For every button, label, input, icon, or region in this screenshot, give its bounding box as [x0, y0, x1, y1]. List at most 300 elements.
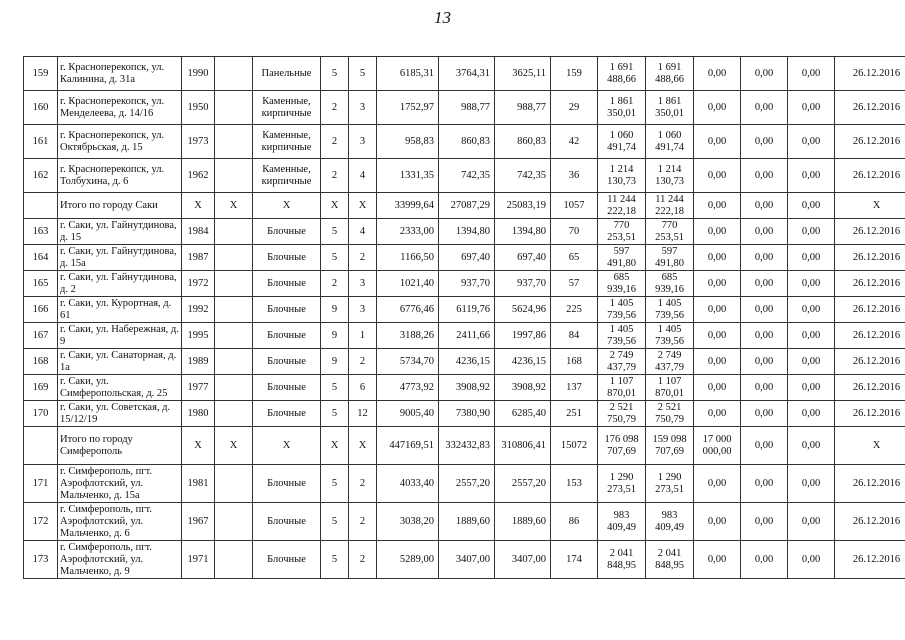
completion-date-cell: 26.12.2016	[835, 219, 905, 245]
residents-cell: 70	[551, 219, 598, 245]
address-cell: г. Красноперекопск, ул. Толбухина, д. 6	[58, 159, 182, 193]
floors-cell: 9	[321, 349, 349, 375]
residential-area-cell: 2557,20	[495, 465, 551, 503]
blank-cell	[215, 297, 253, 323]
completion-date-cell: X	[835, 427, 905, 465]
address-cell: г. Саки, ул. Гайнутдинова, д. 15	[58, 219, 182, 245]
completion-date-cell: 26.12.2016	[835, 323, 905, 349]
entrances-cell: 2	[349, 503, 377, 541]
floors-cell: 5	[321, 57, 349, 91]
budget-cell-1: 0,00	[694, 323, 741, 349]
residents-cell: 57	[551, 271, 598, 297]
floors-cell: X	[321, 427, 349, 465]
total-label-cell: Итого по городу Симферополь	[58, 427, 182, 465]
floors-cell: X	[321, 193, 349, 219]
address-cell: г. Красноперекопск, ул. Менделеева, д. 14/16	[58, 91, 182, 125]
completion-date-cell: 26.12.2016	[835, 541, 905, 579]
year-cell: 1989	[182, 349, 215, 375]
year-cell: 1992	[182, 297, 215, 323]
budget-cell-3: 0,00	[788, 125, 835, 159]
year-cell: X	[182, 427, 215, 465]
residential-area-cell: 1997,86	[495, 323, 551, 349]
table-row	[24, 159, 905, 193]
budget-cell-1: 0,00	[694, 219, 741, 245]
residential-area-cell: 937,70	[495, 271, 551, 297]
residents-cell: 251	[551, 401, 598, 427]
wall-material-cell: Блочные	[253, 465, 321, 503]
entrances-cell: 1	[349, 323, 377, 349]
floors-cell: 5	[321, 465, 349, 503]
total-area-cell: 5289,00	[377, 541, 439, 579]
table-row	[24, 297, 905, 323]
table-row	[24, 503, 905, 541]
budget-cell-1: 0,00	[694, 91, 741, 125]
total-row	[24, 427, 905, 465]
wall-material-cell: Блочные	[253, 323, 321, 349]
budget-cell-2: 0,00	[741, 193, 788, 219]
row-number-cell: 169	[24, 375, 58, 401]
fund-cost-cell: 1 405 739,56	[646, 323, 694, 349]
repair-cost-cell: 1 405 739,56	[598, 323, 646, 349]
completion-date-cell: 26.12.2016	[835, 245, 905, 271]
row-number-cell: 165	[24, 271, 58, 297]
blank-cell: X	[215, 193, 253, 219]
fund-cost-cell: 1 060 491,74	[646, 125, 694, 159]
premises-area-cell: 4236,15	[439, 349, 495, 375]
total-area-cell: 958,83	[377, 125, 439, 159]
total-area-cell: 1166,50	[377, 245, 439, 271]
completion-date-cell: 26.12.2016	[835, 401, 905, 427]
fund-cost-cell: 159 098 707,69	[646, 427, 694, 465]
budget-cell-2: 0,00	[741, 159, 788, 193]
entrances-cell: 3	[349, 297, 377, 323]
residents-cell: 65	[551, 245, 598, 271]
premises-area-cell: 7380,90	[439, 401, 495, 427]
total-area-cell: 9005,40	[377, 401, 439, 427]
year-cell: 1984	[182, 219, 215, 245]
wall-material-cell: Блочные	[253, 375, 321, 401]
row-number-cell: 168	[24, 349, 58, 375]
total-area-cell: 4033,40	[377, 465, 439, 503]
budget-cell-1: 0,00	[694, 297, 741, 323]
wall-material-cell: Блочные	[253, 297, 321, 323]
row-number-cell: 159	[24, 57, 58, 91]
blank-cell	[215, 125, 253, 159]
fund-cost-cell: 1 290 273,51	[646, 465, 694, 503]
completion-date-cell: 26.12.2016	[835, 91, 905, 125]
wall-material-cell: Каменные, кирпичные	[253, 91, 321, 125]
budget-cell-2: 0,00	[741, 219, 788, 245]
entrances-cell: 2	[349, 245, 377, 271]
wall-material-cell: Каменные, кирпичные	[253, 125, 321, 159]
wall-material-cell: Блочные	[253, 245, 321, 271]
fund-cost-cell: 1 861 350,01	[646, 91, 694, 125]
wall-material-cell: Блочные	[253, 541, 321, 579]
repair-cost-cell: 685 939,16	[598, 271, 646, 297]
budget-cell-2: 0,00	[741, 375, 788, 401]
row-number-cell: 167	[24, 323, 58, 349]
repair-cost-cell: 1 060 491,74	[598, 125, 646, 159]
year-cell: X	[182, 193, 215, 219]
residents-cell: 29	[551, 91, 598, 125]
blank-cell	[215, 219, 253, 245]
budget-cell-2: 0,00	[741, 427, 788, 465]
total-row	[24, 193, 905, 219]
budget-cell-1: 0,00	[694, 349, 741, 375]
address-cell: г. Саки, ул. Набережная, д. 9	[58, 323, 182, 349]
residential-area-cell: 25083,19	[495, 193, 551, 219]
residents-cell: 1057	[551, 193, 598, 219]
budget-cell-2: 0,00	[741, 297, 788, 323]
address-cell: г. Саки, ул. Курортная, д. 61	[58, 297, 182, 323]
premises-area-cell: 937,70	[439, 271, 495, 297]
fund-cost-cell: 597 491,80	[646, 245, 694, 271]
entrances-cell: 6	[349, 375, 377, 401]
year-cell: 1962	[182, 159, 215, 193]
wall-material-cell: Блочные	[253, 503, 321, 541]
completion-date-cell: 26.12.2016	[835, 159, 905, 193]
residential-area-cell: 3908,92	[495, 375, 551, 401]
fund-cost-cell: 2 749 437,79	[646, 349, 694, 375]
year-cell: 1990	[182, 57, 215, 91]
blank-cell	[215, 271, 253, 297]
residents-cell: 42	[551, 125, 598, 159]
wall-material-cell: X	[253, 193, 321, 219]
residential-area-cell: 310806,41	[495, 427, 551, 465]
fund-cost-cell: 2 521 750,79	[646, 401, 694, 427]
budget-cell-2: 0,00	[741, 57, 788, 91]
residents-cell: 168	[551, 349, 598, 375]
address-cell: г. Красноперекопск, ул. Октябрьская, д. 15	[58, 125, 182, 159]
completion-date-cell: 26.12.2016	[835, 271, 905, 297]
table-row	[24, 271, 905, 297]
residents-cell: 225	[551, 297, 598, 323]
repair-cost-cell: 1 691 488,66	[598, 57, 646, 91]
row-number-cell: 162	[24, 159, 58, 193]
premises-area-cell: 3407,00	[439, 541, 495, 579]
budget-cell-1: 0,00	[694, 57, 741, 91]
row-number-cell: 163	[24, 219, 58, 245]
budget-cell-1: 0,00	[694, 245, 741, 271]
residential-area-cell: 4236,15	[495, 349, 551, 375]
row-number-cell: 173	[24, 541, 58, 579]
residents-cell: 174	[551, 541, 598, 579]
budget-cell-3: 0,00	[788, 159, 835, 193]
budget-cell-3: 0,00	[788, 541, 835, 579]
premises-area-cell: 988,77	[439, 91, 495, 125]
address-cell: г. Саки, ул. Советская, д. 15/12/19	[58, 401, 182, 427]
budget-cell-3: 0,00	[788, 57, 835, 91]
total-area-cell: 3038,20	[377, 503, 439, 541]
year-cell: 1995	[182, 323, 215, 349]
floors-cell: 2	[321, 125, 349, 159]
entrances-cell: 2	[349, 541, 377, 579]
budget-cell-3: 0,00	[788, 323, 835, 349]
fund-cost-cell: 2 041 848,95	[646, 541, 694, 579]
floors-cell: 5	[321, 541, 349, 579]
address-cell: г. Симферополь, пгт. Аэрофлотский, ул. Мальченко, д. 15а	[58, 465, 182, 503]
row-number-cell: 161	[24, 125, 58, 159]
entrances-cell: 4	[349, 159, 377, 193]
total-label-cell: Итого по городу Саки	[58, 193, 182, 219]
entrances-cell: X	[349, 427, 377, 465]
year-cell: 1980	[182, 401, 215, 427]
total-area-cell: 2333,00	[377, 219, 439, 245]
budget-cell-3: 0,00	[788, 503, 835, 541]
budget-cell-3: 0,00	[788, 297, 835, 323]
residential-area-cell: 3407,00	[495, 541, 551, 579]
fund-cost-cell: 1 214 130,73	[646, 159, 694, 193]
blank-cell: X	[215, 427, 253, 465]
budget-cell-2: 0,00	[741, 323, 788, 349]
total-area-cell: 6185,31	[377, 57, 439, 91]
floors-cell: 2	[321, 271, 349, 297]
budget-cell-2: 0,00	[741, 465, 788, 503]
fund-cost-cell: 983 409,49	[646, 503, 694, 541]
table-row	[24, 401, 905, 427]
budget-cell-3: 0,00	[788, 401, 835, 427]
residential-area-cell: 1394,80	[495, 219, 551, 245]
budget-cell-1: 0,00	[694, 193, 741, 219]
budget-cell-1: 0,00	[694, 159, 741, 193]
wall-material-cell: Панельные	[253, 57, 321, 91]
blank-cell	[215, 57, 253, 91]
residents-cell: 159	[551, 57, 598, 91]
repair-cost-cell: 11 244 222,18	[598, 193, 646, 219]
wall-material-cell: X	[253, 427, 321, 465]
page-number: 13	[434, 8, 451, 27]
floors-cell: 9	[321, 297, 349, 323]
blank-cell	[215, 323, 253, 349]
budget-cell-1: 0,00	[694, 125, 741, 159]
floors-cell: 5	[321, 375, 349, 401]
year-cell: 1987	[182, 245, 215, 271]
budget-cell-3: 0,00	[788, 349, 835, 375]
total-area-cell: 3188,26	[377, 323, 439, 349]
budget-cell-3: 0,00	[788, 375, 835, 401]
entrances-cell: 3	[349, 271, 377, 297]
blank-cell	[215, 349, 253, 375]
repair-cost-cell: 1 405 739,56	[598, 297, 646, 323]
residential-area-cell: 3625,11	[495, 57, 551, 91]
repair-cost-cell: 176 098 707,69	[598, 427, 646, 465]
address-cell: г. Саки, ул. Симферопольская, д. 25	[58, 375, 182, 401]
entrances-cell: 3	[349, 91, 377, 125]
blank-cell	[215, 465, 253, 503]
residential-area-cell: 742,35	[495, 159, 551, 193]
premises-area-cell: 3764,31	[439, 57, 495, 91]
completion-date-cell: 26.12.2016	[835, 503, 905, 541]
address-cell: г. Саки, ул. Гайнутдинова, д. 15а	[58, 245, 182, 271]
completion-date-cell: X	[835, 193, 905, 219]
residential-area-cell: 5624,96	[495, 297, 551, 323]
blank-cell	[215, 401, 253, 427]
address-cell: г. Красноперекопск, ул. Калинина, д. 31а	[58, 57, 182, 91]
total-area-cell: 4773,92	[377, 375, 439, 401]
residential-area-cell: 988,77	[495, 91, 551, 125]
address-cell: г. Симферополь, пгт. Аэрофлотский, ул. Мальченко, д. 9	[58, 541, 182, 579]
row-number-cell: 166	[24, 297, 58, 323]
blank-cell	[215, 91, 253, 125]
premises-area-cell: 742,35	[439, 159, 495, 193]
repair-cost-cell: 1 861 350,01	[598, 91, 646, 125]
budget-cell-3: 0,00	[788, 91, 835, 125]
wall-material-cell: Блочные	[253, 219, 321, 245]
address-cell: г. Саки, ул. Гайнутдинова, д. 2	[58, 271, 182, 297]
entrances-cell: 3	[349, 125, 377, 159]
premises-area-cell: 1394,80	[439, 219, 495, 245]
fund-cost-cell: 770 253,51	[646, 219, 694, 245]
budget-cell-2: 0,00	[741, 245, 788, 271]
premises-area-cell: 27087,29	[439, 193, 495, 219]
budget-cell-1: 0,00	[694, 503, 741, 541]
year-cell: 1950	[182, 91, 215, 125]
blank-cell	[215, 375, 253, 401]
wall-material-cell: Каменные, кирпичные	[253, 159, 321, 193]
premises-area-cell: 3908,92	[439, 375, 495, 401]
repair-cost-cell: 2 749 437,79	[598, 349, 646, 375]
repair-cost-cell: 1 107 870,01	[598, 375, 646, 401]
year-cell: 1967	[182, 503, 215, 541]
residents-cell: 84	[551, 323, 598, 349]
entrances-cell: 2	[349, 349, 377, 375]
floors-cell: 2	[321, 159, 349, 193]
total-area-cell: 1021,40	[377, 271, 439, 297]
fund-cost-cell: 11 244 222,18	[646, 193, 694, 219]
row-number-cell: 160	[24, 91, 58, 125]
blank-cell	[215, 541, 253, 579]
fund-cost-cell: 1 107 870,01	[646, 375, 694, 401]
budget-cell-1: 17 000 000,00	[694, 427, 741, 465]
fund-cost-cell: 1 691 488,66	[646, 57, 694, 91]
total-area-cell: 33999,64	[377, 193, 439, 219]
total-area-cell: 1752,97	[377, 91, 439, 125]
floors-cell: 5	[321, 401, 349, 427]
repair-cost-cell: 1 290 273,51	[598, 465, 646, 503]
completion-date-cell: 26.12.2016	[835, 465, 905, 503]
housing-register-table	[23, 56, 905, 579]
wall-material-cell: Блочные	[253, 401, 321, 427]
completion-date-cell: 26.12.2016	[835, 57, 905, 91]
total-area-cell: 6776,46	[377, 297, 439, 323]
budget-cell-2: 0,00	[741, 349, 788, 375]
budget-cell-2: 0,00	[741, 541, 788, 579]
table-row	[24, 375, 905, 401]
table-row	[24, 541, 905, 579]
completion-date-cell: 26.12.2016	[835, 349, 905, 375]
table-row	[24, 465, 905, 503]
row-number-cell	[24, 193, 58, 219]
premises-area-cell: 2557,20	[439, 465, 495, 503]
completion-date-cell: 26.12.2016	[835, 125, 905, 159]
repair-cost-cell: 1 214 130,73	[598, 159, 646, 193]
residential-area-cell: 6285,40	[495, 401, 551, 427]
repair-cost-cell: 597 491,80	[598, 245, 646, 271]
premises-area-cell: 697,40	[439, 245, 495, 271]
entrances-cell: 5	[349, 57, 377, 91]
premises-area-cell: 6119,76	[439, 297, 495, 323]
premises-area-cell: 332432,83	[439, 427, 495, 465]
budget-cell-3: 0,00	[788, 193, 835, 219]
table-row	[24, 219, 905, 245]
budget-cell-3: 0,00	[788, 465, 835, 503]
entrances-cell: X	[349, 193, 377, 219]
table-row	[24, 245, 905, 271]
completion-date-cell: 26.12.2016	[835, 375, 905, 401]
row-number-cell	[24, 427, 58, 465]
entrances-cell: 12	[349, 401, 377, 427]
budget-cell-1: 0,00	[694, 541, 741, 579]
year-cell: 1971	[182, 541, 215, 579]
blank-cell	[215, 503, 253, 541]
table-row	[24, 349, 905, 375]
budget-cell-1: 0,00	[694, 375, 741, 401]
premises-area-cell: 860,83	[439, 125, 495, 159]
fund-cost-cell: 1 405 739,56	[646, 297, 694, 323]
floors-cell: 2	[321, 91, 349, 125]
budget-cell-2: 0,00	[741, 503, 788, 541]
residential-area-cell: 1889,60	[495, 503, 551, 541]
year-cell: 1973	[182, 125, 215, 159]
table-row	[24, 91, 905, 125]
address-cell: г. Симферополь, пгт. Аэрофлотский, ул. Мальченко, д. 6	[58, 503, 182, 541]
residential-area-cell: 697,40	[495, 245, 551, 271]
table-row	[24, 323, 905, 349]
budget-cell-2: 0,00	[741, 91, 788, 125]
entrances-cell: 2	[349, 465, 377, 503]
entrances-cell: 4	[349, 219, 377, 245]
residents-cell: 137	[551, 375, 598, 401]
budget-cell-1: 0,00	[694, 465, 741, 503]
blank-cell	[215, 245, 253, 271]
floors-cell: 5	[321, 245, 349, 271]
year-cell: 1981	[182, 465, 215, 503]
budget-cell-1: 0,00	[694, 401, 741, 427]
row-number-cell: 164	[24, 245, 58, 271]
table-row	[24, 125, 905, 159]
blank-cell	[215, 159, 253, 193]
residents-cell: 15072	[551, 427, 598, 465]
wall-material-cell: Блочные	[253, 271, 321, 297]
budget-cell-3: 0,00	[788, 271, 835, 297]
budget-cell-3: 0,00	[788, 219, 835, 245]
completion-date-cell: 26.12.2016	[835, 297, 905, 323]
address-cell: г. Саки, ул. Санаторная, д. 1а	[58, 349, 182, 375]
year-cell: 1977	[182, 375, 215, 401]
year-cell: 1972	[182, 271, 215, 297]
row-number-cell: 171	[24, 465, 58, 503]
wall-material-cell: Блочные	[253, 349, 321, 375]
floors-cell: 9	[321, 323, 349, 349]
total-area-cell: 5734,70	[377, 349, 439, 375]
residents-cell: 36	[551, 159, 598, 193]
budget-cell-2: 0,00	[741, 401, 788, 427]
table-row	[24, 57, 905, 91]
repair-cost-cell: 983 409,49	[598, 503, 646, 541]
residents-cell: 86	[551, 503, 598, 541]
row-number-cell: 172	[24, 503, 58, 541]
budget-cell-3: 0,00	[788, 245, 835, 271]
residential-area-cell: 860,83	[495, 125, 551, 159]
budget-cell-2: 0,00	[741, 271, 788, 297]
premises-area-cell: 2411,66	[439, 323, 495, 349]
budget-cell-1: 0,00	[694, 271, 741, 297]
repair-cost-cell: 770 253,51	[598, 219, 646, 245]
premises-area-cell: 1889,60	[439, 503, 495, 541]
budget-cell-3: 0,00	[788, 427, 835, 465]
table-body	[24, 57, 905, 579]
repair-cost-cell: 2 041 848,95	[598, 541, 646, 579]
